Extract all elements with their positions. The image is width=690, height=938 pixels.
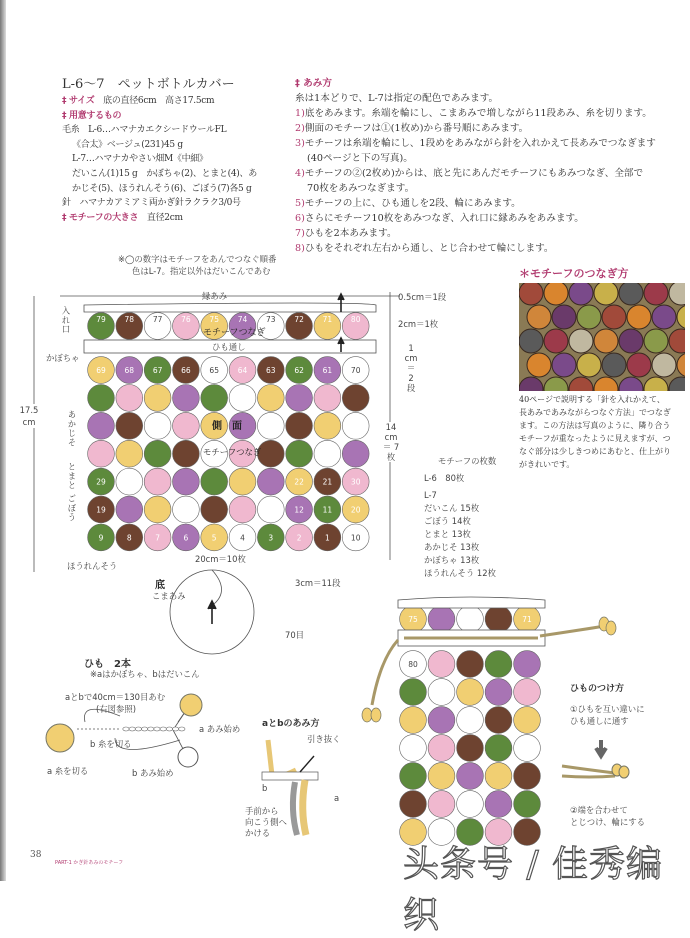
motif-number: 74 [237, 315, 248, 324]
chain-stitch [160, 727, 166, 731]
cord-ends [562, 766, 615, 777]
motif-circle [457, 791, 484, 818]
note-line: ※◯の数字はモチーフをあんでつなぐ順番 [118, 254, 277, 264]
side-dimension: 14 cm ＝ 7 枚 [382, 422, 400, 462]
bag-edge-band [398, 597, 545, 608]
step-text: 底をあみます。糸端を輪にし、こまあみで増しながら11段あみ、糸を切ります。 [304, 108, 652, 119]
cord-ref: (右図参照) [96, 704, 137, 714]
motif-circle [116, 440, 143, 467]
motif-number: 69 [96, 366, 106, 375]
color-label-tomato: とまと [67, 462, 77, 491]
motif-number: 10 [350, 533, 361, 543]
motif-circle [286, 385, 313, 412]
color-label-akajiso: あかじそ [67, 410, 77, 448]
motif-number: 64 [237, 366, 248, 375]
motif-circle [514, 735, 541, 762]
motif-number: 76 [181, 315, 191, 324]
motif-circle [144, 440, 171, 467]
motif-number: 77 [152, 315, 163, 324]
step-number: 8) [295, 243, 305, 254]
motif-number: 68 [124, 366, 135, 375]
motif-number: 7 [155, 533, 160, 543]
motif-number: 75 [209, 315, 219, 324]
caption-line: モチーフが重なったように見えますが、つ [519, 434, 671, 443]
pattern-title: L-6～7 ペットボトルカバー [62, 77, 235, 92]
cord-length: aとbで40cm＝130目あむ [65, 692, 166, 702]
motif-number: 19 [96, 505, 106, 515]
step-line: とじつけ、輪にする [570, 817, 646, 827]
chain-stitch [172, 727, 178, 731]
materials-line: 《合太》ベージュ(231)45 g [72, 139, 183, 150]
motif-circle [428, 651, 455, 678]
cord-b-start: b あみ始め [132, 768, 174, 778]
motif-circle [173, 440, 200, 467]
cord-a-cut: a 糸を切る [47, 766, 89, 776]
color-label-spinach: ほうれんそう [67, 561, 118, 571]
step-text: さらにモチーフ10枚をあみつなぎ、入れ口に縁あみをあみます。 [304, 213, 584, 224]
hook-line: 向こう側へ [245, 817, 287, 827]
bottom-rows: 3cm＝11段 [295, 578, 341, 588]
motif-number: 29 [96, 477, 106, 487]
color-label-kabocha: かぼちゃ [46, 353, 80, 363]
motif-number: 66 [181, 366, 191, 375]
hook-line: かける [245, 828, 271, 838]
size-heading: ‡ サイズ [62, 96, 95, 106]
motif-circle [314, 412, 341, 439]
motif-circle [201, 496, 228, 523]
motif-circle [173, 496, 200, 523]
ab-title: aとbのあみ方 [262, 719, 320, 729]
step-text: モチーフは糸端を輪にし、1段めをあみながら針を入れかえて長あみでつなぎます [304, 138, 656, 149]
motif-circle [457, 707, 484, 734]
bottom-label: 底 [155, 580, 165, 591]
count-item: ごぼう 14枚 [424, 516, 471, 526]
attach-step1 [570, 703, 645, 727]
motif-circle [342, 412, 369, 439]
edge-band [84, 303, 376, 312]
footer-part: PART-1 かぎ針あみのモチーフ [55, 860, 124, 866]
motif-number: 80 [408, 660, 418, 669]
motif-circle [314, 440, 341, 467]
motif-circle [88, 412, 115, 439]
motif-circle [457, 679, 484, 706]
chain-stitch [135, 727, 141, 731]
arrow-up-icon [208, 601, 216, 624]
width-label: 20cm＝10枚 [195, 554, 246, 564]
cord-title: ひも 2本 [84, 659, 131, 670]
motif-circle [514, 679, 541, 706]
edge-label: 縁あみ [202, 291, 228, 301]
motif-circle [257, 468, 284, 495]
chain-stitch [141, 727, 147, 731]
cord-a-start: a あみ始め [199, 724, 241, 734]
step-text: 70枚をあみつなぎます。 [307, 183, 415, 194]
motif-circle [314, 385, 341, 412]
edge-dimension: 0.5cm＝1段 [398, 292, 447, 302]
motif-circle [428, 735, 455, 762]
motif-number: 2 [296, 533, 302, 543]
motif-circle [286, 412, 313, 439]
caption-line: がきれいです。 [519, 460, 575, 469]
motif-circle [514, 707, 541, 734]
motif-circle [116, 496, 143, 523]
motif-circle [229, 468, 256, 495]
motif-circle [457, 735, 484, 762]
instructions-heading: ‡ あみ方 [295, 78, 332, 89]
join-label: モチーフつなぎ [203, 447, 262, 457]
step-text: (40ページと下の写真)。 [307, 153, 413, 164]
step-number: 4) [295, 168, 305, 179]
motif-circle [201, 385, 228, 412]
step-number: 3) [295, 138, 305, 149]
motif-circle [400, 791, 427, 818]
motif-circle [514, 651, 541, 678]
caption-line: 長あみであみながらつなぐ方法」でつなぎ [519, 408, 671, 417]
motif-circle [485, 606, 512, 633]
motif-number: 20 [350, 505, 361, 515]
motif-circle [400, 707, 427, 734]
attach-title: ひものつけ方 [570, 684, 625, 694]
chain-stitch [166, 727, 172, 731]
count-item: だいこん 15枚 [424, 503, 480, 513]
count-item: とまと 13枚 [424, 529, 471, 539]
motif-circle [286, 440, 313, 467]
motif-circle [116, 412, 143, 439]
motif-number: 21 [322, 477, 333, 487]
step-line: ひも通しに通す [570, 716, 629, 726]
count-item: ほうれんそう 12枚 [424, 568, 496, 578]
motif-number: 3 [268, 533, 274, 543]
motif-number: 5 [211, 533, 217, 543]
motif-circle [257, 385, 284, 412]
motif-number: 62 [294, 366, 304, 375]
motif-circle [116, 468, 143, 495]
cord-note: ※aはかぼちゃ、bはだいこん [90, 669, 200, 679]
motif-circle [88, 440, 115, 467]
motif-number: 61 [322, 366, 333, 375]
motif-number: 70 [350, 366, 361, 375]
motif-number: 67 [152, 366, 163, 375]
motif-circle [400, 679, 427, 706]
motif-number: 12 [294, 505, 304, 515]
count-l7: L-7 [424, 490, 437, 500]
motif-circle [428, 707, 455, 734]
side-label: 側 面 [212, 421, 242, 432]
step-text: ひもを2本あみます。 [304, 228, 397, 239]
inlet-label: 入れ口 [61, 306, 71, 335]
cord-b-cut: b 糸を切る [90, 739, 132, 749]
motif-circle [144, 496, 171, 523]
motif-circle [485, 679, 512, 706]
materials-line: L-7…ハマナカやさい畑M《中細》 [72, 154, 208, 165]
motif-circle [257, 412, 284, 439]
motif-circle [428, 606, 455, 633]
motif-circle [457, 606, 484, 633]
bottom-stitches: 70目 [285, 630, 305, 640]
color-label-gobou: ごぼう [67, 494, 77, 523]
motif-circle [400, 735, 427, 762]
step-text: モチーフの②(2枚め)からは、底と先にあんだモチーフにもあみつなぎ、全部で [304, 168, 644, 179]
motif-circle [428, 679, 455, 706]
motif-circle [400, 763, 427, 790]
motif-number: 9 [98, 533, 104, 543]
materials-heading: ‡ 用意するもの [62, 110, 122, 121]
motif-number: 75 [408, 615, 418, 624]
motif-circle [201, 468, 228, 495]
motif-circle [485, 707, 512, 734]
chain-stitch [148, 727, 154, 731]
motif-number: 73 [266, 315, 276, 324]
motif-circle [173, 412, 200, 439]
materials-line: 針 ハマナカアミアミ両かぎ針ラクラク3/0号 [62, 198, 241, 209]
motif-dimension: 2cm＝1枚 [398, 319, 439, 329]
arrow-down-icon [596, 740, 606, 756]
step-number: 5) [295, 198, 305, 209]
motif-circle [229, 385, 256, 412]
counts-title: モチーフの枚数 [438, 456, 497, 466]
ab-hook-note [245, 806, 287, 839]
attach-step2 [570, 804, 645, 828]
motif-circle [257, 440, 284, 467]
cord-strand [372, 640, 398, 705]
motif-number: 1 [325, 533, 330, 543]
motif-circle [428, 763, 455, 790]
chain-stitch [129, 727, 135, 731]
page-number: 38 [30, 850, 42, 860]
count-item: かぼちゃ 13枚 [424, 555, 480, 565]
yarn-ball-b-start [178, 747, 198, 767]
join-label-top: モチーフつなぎ [203, 328, 266, 338]
bottom-stitch: こまあみ [152, 591, 186, 601]
motif-circle [457, 763, 484, 790]
materials-line: 毛糸 L-6…ハマナカエクシードウールFL [62, 125, 227, 136]
materials-line: だいこん(1)15 g かぼちゃ(2)、とまと(4)、あ [72, 168, 257, 179]
motif-circle [514, 791, 541, 818]
step-line: ②端を合わせて [570, 805, 628, 815]
motif-circle [144, 468, 171, 495]
ab-a: a [334, 793, 340, 803]
motif-circle [144, 385, 171, 412]
motif-number: 30 [350, 477, 361, 487]
motif-circle [173, 385, 200, 412]
motif-circle [88, 385, 115, 412]
motif-number: 8 [126, 533, 132, 543]
motif-circle [485, 735, 512, 762]
cord-band-label: ひも通し [212, 342, 246, 352]
motif-circle [144, 412, 171, 439]
motif-circle [457, 651, 484, 678]
step-number: 1) [295, 108, 305, 119]
materials-line: かじそ(5)、ほうれんそう(6)、ごぼう(7)各5 g [72, 183, 252, 194]
caption-line: なぐ部分は少しきつめにあむと、仕上がり [519, 447, 671, 456]
motif-number: 71 [522, 615, 532, 624]
step-number: 7) [295, 228, 305, 239]
motif-number: 11 [322, 505, 333, 515]
motif-circle [428, 791, 455, 818]
instructions-intro: 糸は1本どりで、L-7は指定の配色であみます。 [295, 93, 499, 104]
cord-dimension: 1 cm ＝ 2 段 [404, 343, 418, 393]
step-text: ひもをそれぞれ左右から通し、とじ合わせて輪にします。 [304, 243, 554, 254]
step-text: 側面のモチーフは①(1枚め)から番号順にあみます。 [304, 123, 529, 134]
motif-number: 6 [183, 533, 189, 543]
motif-circle [514, 763, 541, 790]
motif-circle [257, 496, 284, 523]
motif-size-value: 直径2cm [146, 212, 183, 223]
motif-number: 4 [240, 533, 245, 543]
watermark: 头条号 / 佳秀编织 [403, 844, 664, 936]
step-number: 6) [295, 213, 305, 224]
step-text: モチーフの上に、ひも通しを2段、輪にあみます。 [304, 198, 521, 209]
ab-pull: 引き抜く [307, 734, 341, 744]
count-l6: L-6 80枚 [424, 473, 465, 483]
motif-circle [342, 385, 369, 412]
size-value: 底の直径6cm 高さ17.5cm [103, 96, 215, 106]
motif-circle [485, 651, 512, 678]
caption-line: ます。この方法は写真のように、隣り合う [519, 421, 671, 430]
motif-counts [424, 455, 496, 580]
chain-stitch [123, 727, 129, 731]
step-number: 2) [295, 123, 305, 134]
hook-line: 手前から [245, 806, 279, 816]
motif-number: 22 [294, 477, 304, 487]
yarn-ball-a-cut [46, 724, 74, 752]
chain-stitch [179, 727, 185, 731]
step-line: ①ひもを互い違いに [570, 704, 645, 714]
motif-circle [342, 440, 369, 467]
yarn-ball-a-start [180, 694, 202, 716]
motif-number: 80 [350, 315, 361, 324]
motif-circle [485, 791, 512, 818]
motif-number: 65 [209, 366, 219, 375]
chain-diagram [77, 708, 189, 761]
motif-size-heading: ‡ モチーフの大きさ [62, 212, 139, 223]
photo-title: ＊モチーフのつなぎ方 [519, 267, 629, 280]
caption-line: 40ページで説明する「針を入れかえて、 [519, 395, 665, 404]
motif-number: 63 [266, 366, 276, 375]
chain-stitch [154, 727, 160, 731]
ab-b: b [262, 783, 268, 793]
motif-number: 71 [322, 315, 333, 324]
motif-number: 72 [294, 315, 304, 324]
motif-circle [485, 763, 512, 790]
cord-strand [540, 626, 605, 636]
note-line: 色はL-7。指定以外はだいこんであむ [132, 266, 271, 276]
height-label: 17.5 cm [14, 404, 44, 428]
motif-circle [229, 496, 256, 523]
motif-number: 78 [124, 315, 135, 324]
motif-number: 79 [96, 315, 106, 324]
motif-circle [116, 385, 143, 412]
count-item: あかじそ 13枚 [424, 542, 480, 552]
motif-circle [173, 468, 200, 495]
